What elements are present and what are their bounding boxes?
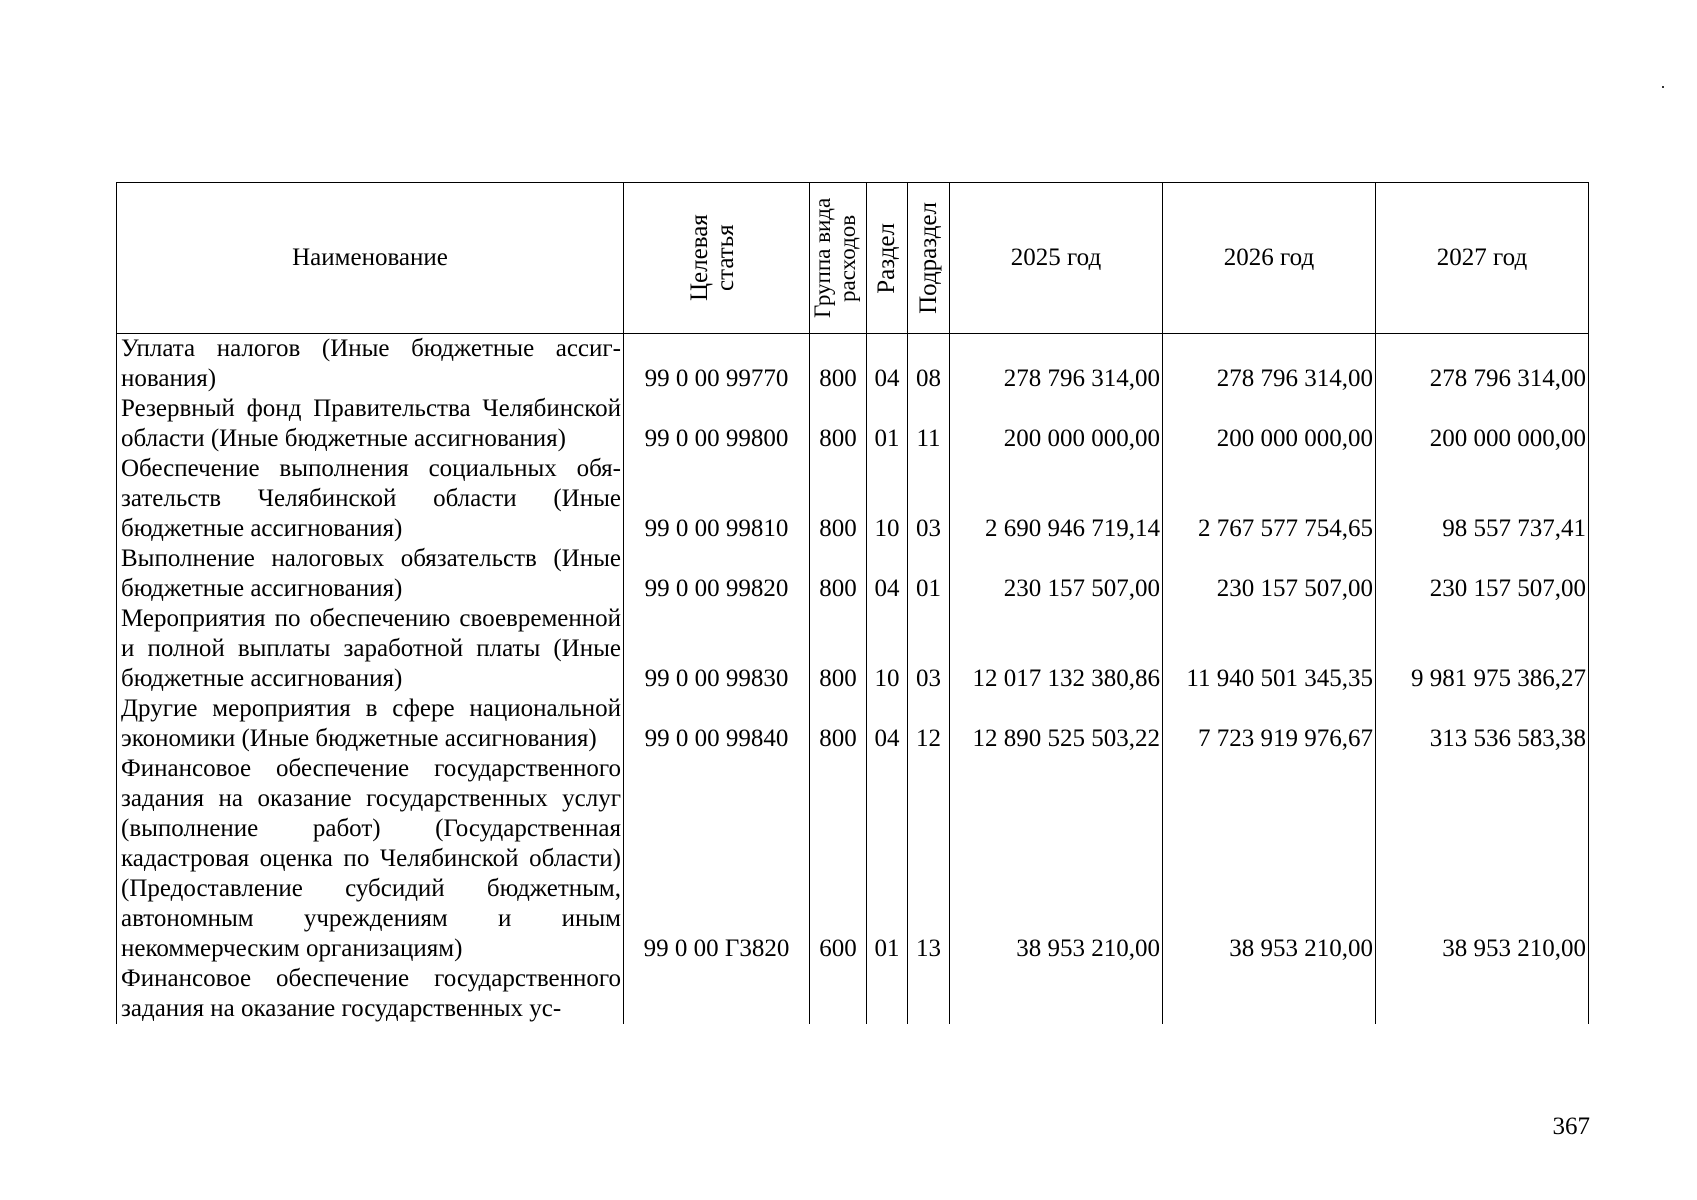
row-amount-2026 xyxy=(1163,964,1376,1024)
table-row xyxy=(117,394,1589,454)
row-amount-2026: 11 940 501 345,35 xyxy=(1163,604,1376,694)
header-expense-group: Группа вида расходов xyxy=(810,183,867,334)
row-subsection xyxy=(908,964,950,1024)
row-section: 10 xyxy=(867,604,908,694)
row-expense-group xyxy=(810,964,867,1024)
row-subsection: 12 xyxy=(908,694,950,754)
row-section: 01 xyxy=(867,394,908,454)
row-amount-2025: 38 953 210,00 xyxy=(950,754,1163,964)
row-amount-2025: 12 017 132 380,86 xyxy=(950,604,1163,694)
page-number: 367 xyxy=(1552,1113,1590,1140)
header-target-article: Целевая статья xyxy=(624,183,810,334)
row-amount-2025: 230 157 507,00 xyxy=(950,544,1163,604)
scan-speck xyxy=(1662,86,1664,88)
table-row xyxy=(117,454,1589,544)
header-2025: 2025 год xyxy=(950,183,1163,334)
table-row xyxy=(117,544,1589,604)
row-section: 10 xyxy=(867,454,908,544)
row-subsection: 13 xyxy=(908,754,950,964)
row-amount-2025: 2 690 946 719,14 xyxy=(950,454,1163,544)
table-row xyxy=(117,334,1589,395)
row-section: 01 xyxy=(867,754,908,964)
row-amount-2026: 2 767 577 754,65 xyxy=(1163,454,1376,544)
table-row xyxy=(117,964,1589,1024)
row-expense-group: 800 xyxy=(810,544,867,604)
row-subsection: 08 xyxy=(908,334,950,395)
table-row xyxy=(117,604,1589,694)
row-target-article: 99 0 00 99820 xyxy=(624,544,810,604)
row-amount-2027: 278 796 314,00 xyxy=(1376,334,1589,395)
header-row xyxy=(117,183,1589,334)
row-amount-2026: 278 796 314,00 xyxy=(1163,334,1376,395)
row-amount-2027: 200 000 000,00 xyxy=(1376,394,1589,454)
header-name: Наименование xyxy=(117,183,624,334)
row-target-article: 99 0 00 99840 xyxy=(624,694,810,754)
row-target-article: 99 0 00 99830 xyxy=(624,604,810,694)
row-amount-2027: 98 557 737,41 xyxy=(1376,454,1589,544)
row-name: Выполнение налоговых обязательств (Иные бюджетные ассигнования) xyxy=(117,544,624,604)
row-section: 04 xyxy=(867,544,908,604)
row-target-article xyxy=(624,964,810,1024)
header-2026: 2026 год xyxy=(1163,183,1376,334)
row-name: Резервный фонд Правительства Челябинской области (Иные бюджетные ассигнования) xyxy=(117,394,624,454)
header-section: Раздел xyxy=(867,183,908,334)
row-subsection: 01 xyxy=(908,544,950,604)
row-name: Финансовое обеспечение государственного задания на оказание государственных услуг (выполнение работ) (Государственная кадастровая оценка по Челябинской области) (Предоставление субсидий бюджетным, автономным учреждениям и иным некоммерческим организациям) xyxy=(117,754,624,964)
budget-table xyxy=(116,182,1589,1024)
row-section xyxy=(867,964,908,1024)
row-amount-2027: 9 981 975 386,27 xyxy=(1376,604,1589,694)
row-expense-group: 600 xyxy=(810,754,867,964)
row-amount-2027 xyxy=(1376,964,1589,1024)
row-target-article: 99 0 00 99810 xyxy=(624,454,810,544)
row-amount-2027: 230 157 507,00 xyxy=(1376,544,1589,604)
row-amount-2027: 38 953 210,00 xyxy=(1376,754,1589,964)
row-expense-group: 800 xyxy=(810,394,867,454)
row-name: Обеспечение выполнения социальных обязательств Челябинской области (Иные бюджетные ассигнования) xyxy=(117,454,624,544)
row-subsection: 11 xyxy=(908,394,950,454)
header-subsection: Подраздел xyxy=(908,183,950,334)
row-amount-2026: 230 157 507,00 xyxy=(1163,544,1376,604)
row-name: Финансовое обеспечение государственного задания на оказание государственных ус- xyxy=(117,964,624,1024)
row-target-article: 99 0 00 Г3820 xyxy=(624,754,810,964)
row-amount-2026: 200 000 000,00 xyxy=(1163,394,1376,454)
row-amount-2027: 313 536 583,38 xyxy=(1376,694,1589,754)
row-amount-2025 xyxy=(950,964,1163,1024)
row-amount-2025: 278 796 314,00 xyxy=(950,334,1163,395)
row-target-article: 99 0 00 99800 xyxy=(624,394,810,454)
row-name: Другие мероприятия в сфере национальной экономики (Иные бюджетные ассигнования) xyxy=(117,694,624,754)
row-amount-2025: 200 000 000,00 xyxy=(950,394,1163,454)
row-amount-2025: 12 890 525 503,22 xyxy=(950,694,1163,754)
row-expense-group: 800 xyxy=(810,454,867,544)
row-expense-group: 800 xyxy=(810,694,867,754)
table-row xyxy=(117,694,1589,754)
row-subsection: 03 xyxy=(908,454,950,544)
row-section: 04 xyxy=(867,694,908,754)
table-row xyxy=(117,754,1589,964)
row-expense-group: 800 xyxy=(810,604,867,694)
row-amount-2026: 38 953 210,00 xyxy=(1163,754,1376,964)
row-section: 04 xyxy=(867,334,908,395)
row-name: Мероприятия по обеспечению своевременной и полной выплаты заработной платы (Иные бюджетные ассигнования) xyxy=(117,604,624,694)
row-expense-group: 800 xyxy=(810,334,867,395)
row-target-article: 99 0 00 99770 xyxy=(624,334,810,395)
header-2027: 2027 год xyxy=(1376,183,1589,334)
row-name: Уплата налогов (Иные бюджетные ассигнования) xyxy=(117,334,624,395)
row-amount-2026: 7 723 919 976,67 xyxy=(1163,694,1376,754)
row-subsection: 03 xyxy=(908,604,950,694)
